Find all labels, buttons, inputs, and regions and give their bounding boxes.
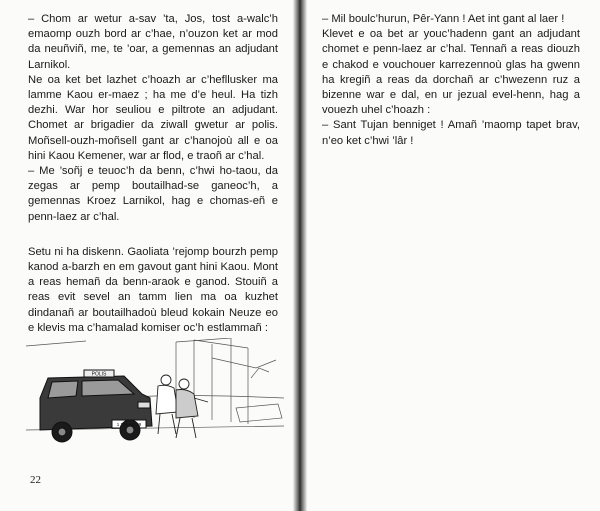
paragraph: Ne oa ket bet lazhet c’hoazh ar c’hefllusker ma lamme Kaou er-maez ; ha me d’e heul. Ha tizh dezhi. War hor seuliou e piltrote an adjudant. Chomet ar brigadier da ziwall gwetur ar polis. Moñsell-ouzh-moñsell gant ar c’hanojoù all e oa hini Kaou Kemener, war ar flod, e traoñ ar c’hal.	[28, 73, 278, 162]
car-license-plate: 1 100 AB 29	[116, 422, 142, 427]
paragraph: – Me ’soñj e teuoc’h da benn, c’hwi ho-taou, da zegas ar pemp boutailhad-se ganeoc’h, a gemennas Kroez Larnikol, hag e chomas-eñ e penn-laez ar c’hal.	[28, 165, 278, 223]
police-car-illustration	[26, 338, 284, 450]
paragraph: – Sant Tujan benniget ! Amañ ’maomp tapet brav, n’eo ket c’hwi ’lâr !	[322, 119, 580, 147]
paragraph: Klevet e oa bet ar youc’hadenn gant an adjudant chomet e penn-laez ar c’hal. Tennañ a reas diouzh e chakod e vouchouer karrezennoù glas ha gwenn ha kregiñ a reas da dorchañ ar c’hwezenn ruz a bizenne war e dal, en ur jezual evel-henn, hag a vouezh uhel c’hoazh :	[322, 28, 580, 117]
page-number: 22	[30, 474, 41, 486]
right-page-text	[322, 12, 580, 149]
car-roof-sign: POLIS	[91, 371, 107, 378]
paragraph: – Chom ar wetur a-sav ’ta, Jos, tost a-walc’h emaomp ouzh bord ar c’hae, n’ouzon ket ar mod da neuñviñ, me, te ’oar, a gemennas an adjudant Larnikol.	[28, 13, 278, 71]
paragraph: – Mil boulc’hurun, Pêr-Yann ! Aet int gant al laer !	[322, 13, 565, 25]
book-gutter	[293, 0, 307, 511]
paragraph: Setu ni ha diskenn. Gaoliata ’rejomp bourzh pemp kanod a-barzh en em gavout gant hini Kaou. Mont a reas hemañ da benn-araok e ganod. Stouiñ a reas evit sevel an tamm lien ma oa kuzhet dindanañ ar boutailhadoù bleud kokain Neuze eo e klevis ma c’hamalad komiser oc’h estlammañ :	[28, 245, 278, 334]
left-page-text	[28, 12, 278, 336]
